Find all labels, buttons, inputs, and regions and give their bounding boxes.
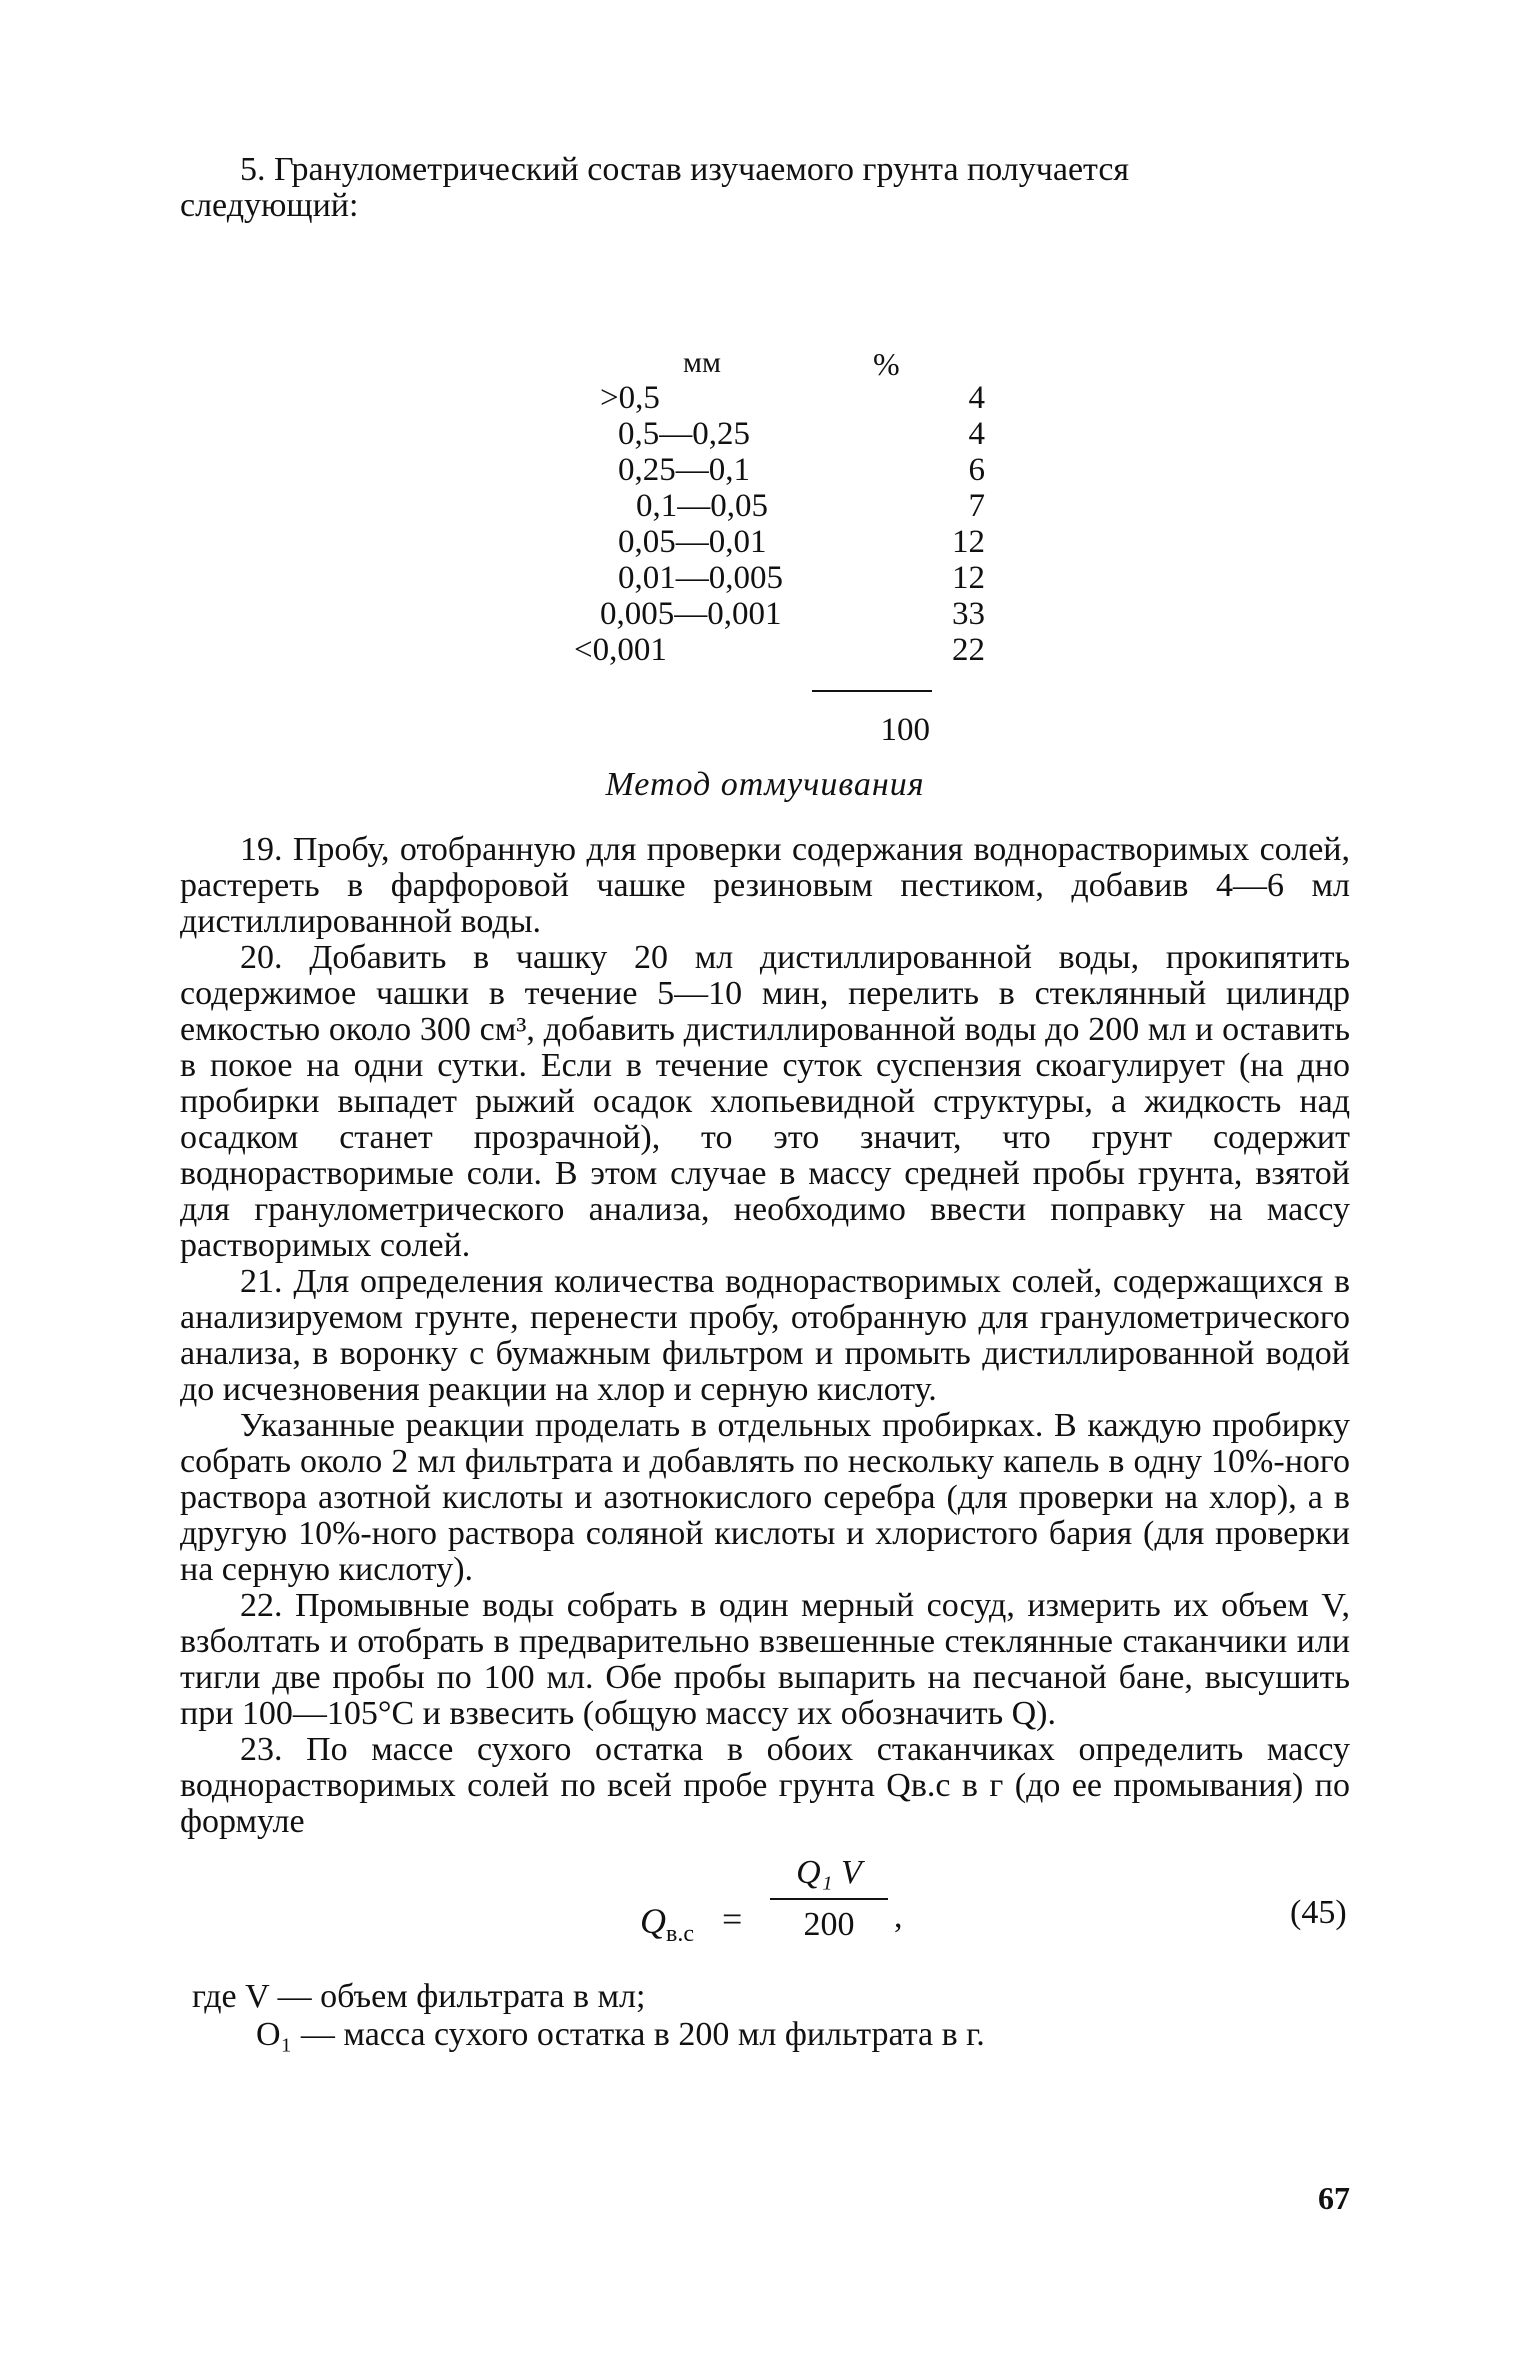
header-mm: мм [683, 346, 721, 379]
header-percent: % [873, 346, 900, 382]
row-range: >0,5 [600, 380, 660, 416]
row-pct: 6 [968, 452, 985, 488]
paragraph-21: 21. Для определения количества воднорастворимых солей, содержащихся в анализируемом грунте, перенести пробу, отобранную для гранулометрического анализа, в воронку с бумажным фильтром и промыть дистиллированной водой до исчезновения реакции на хлор и серную кислоту. [180, 1263, 1350, 1408]
row-pct: 7 [968, 488, 985, 524]
paragraph-20: 20. Добавить в чашку 20 мл дистиллированной воды, прокипятить содержимое чашки в течение 5—10 мин, перелить в стеклянный цилиндр емкостью около 300 см³, добавить дистиллированной воды до 200 мл и оставить в покое на одни сутки. Если в течение суток суспензия скоагулирует (на дно пробирки выпадет рыжий осадок хлопьевидной структуры, а жидкость над осадком станет прозрачной), то это значит, что грунт содержит воднорастворимые соли. В этом случае в массу средней пробы грунта, взятой для гранулометрического анализа, необходимо ввести поправку на массу растворимых солей. [180, 939, 1350, 1264]
formula-comma: , [894, 1898, 903, 1935]
legend-line-1: где V — объем фильтрата в мл; [192, 1978, 646, 2015]
row-range: 0,005—0,001 [600, 596, 782, 632]
sum-rule [812, 690, 932, 692]
formula-equals: = [722, 1899, 743, 1939]
row-pct: 4 [968, 416, 985, 452]
table-total: 100 [880, 712, 930, 748]
paragraph-21-continued: Указанные реакции проделать в отдельных пробирках. В каждую пробирку собрать около 2 мл фильтрата и добавлять по нескольку капель в одну 10%-ного раствора азотной кислоты и азотнокислого серебра (для проверки на хлор), а в другую 10%-ного раствора соляной кислоты и хлористого бария (для проверки на серную кислоту). [180, 1407, 1350, 1588]
row-range: <0,001 [574, 632, 667, 668]
row-pct: 12 [952, 524, 985, 560]
table-row [600, 524, 1100, 560]
formula-number: (45) [1290, 1894, 1347, 1931]
grain-size-table [180, 230, 1350, 748]
formula-legend [180, 1978, 1350, 2054]
table-row [600, 452, 1100, 488]
table-row [600, 488, 1100, 524]
intro-line-2: следующий: [180, 187, 359, 224]
row-pct: 22 [952, 632, 985, 668]
grain-rows [574, 380, 1100, 668]
formula-denominator: 200 [803, 1906, 855, 1943]
formula-lhs [640, 1900, 694, 1948]
row-pct: 4 [968, 380, 985, 416]
fraction-bar [770, 1898, 888, 1900]
row-pct: 33 [952, 596, 985, 632]
intro-line-1: 5. Гранулометрический состав изучаемого грунта получается [240, 151, 1130, 188]
row-range: 0,1—0,05 [636, 488, 768, 524]
row-pct: 12 [952, 560, 985, 596]
formula-45 [180, 1854, 1350, 1962]
formula-lhs-subscript: в.с [666, 1921, 694, 1948]
table-row [574, 632, 1100, 668]
paragraph-22: 22. Промывные воды собрать в один мерный сосуд, измерить их объем V, взболтать и отобрать в предварительно взвешенные стеклянные стаканчики или тигли две пробы по 100 мл. Обе пробы выпарить на песчаной бане, высушить при 100—105°С и взвесить (общую массу их обозначить Q). [180, 1587, 1350, 1732]
table-row [600, 416, 1100, 452]
formula-lhs-symbol: Q [640, 1901, 666, 1941]
row-range: 0,01—0,005 [618, 560, 783, 596]
section-title: Метод отмучивания [605, 766, 925, 803]
table-row [600, 380, 1100, 416]
row-range: 0,5—0,25 [618, 416, 750, 452]
table-row [600, 560, 1100, 596]
paragraph-19: 19. Пробу, отобранную для проверки содержания воднорастворимых солей, растереть в фарфоровой чашке резиновым пестиком, добавив 4—6 мл дистиллированной воды. [180, 831, 1350, 940]
page-number: 67 [1318, 2180, 1350, 2216]
table-row [600, 596, 1100, 632]
row-range: 0,05—0,01 [618, 524, 767, 560]
row-range: 0,25—0,1 [618, 452, 750, 488]
legend-line-2: O₁ — масса сухого остатка в 200 мл фильтрата в г. [256, 2016, 985, 2053]
formula-numerator: Q₁ V [796, 1854, 862, 1891]
paragraph-23: 23. По массе сухого остатка в обоих стаканчиках определить массу воднорастворимых солей по всей пробе грунта Qв.с в г (до ее промывания) по формуле [180, 1731, 1350, 1840]
page-content [180, 152, 1350, 2054]
